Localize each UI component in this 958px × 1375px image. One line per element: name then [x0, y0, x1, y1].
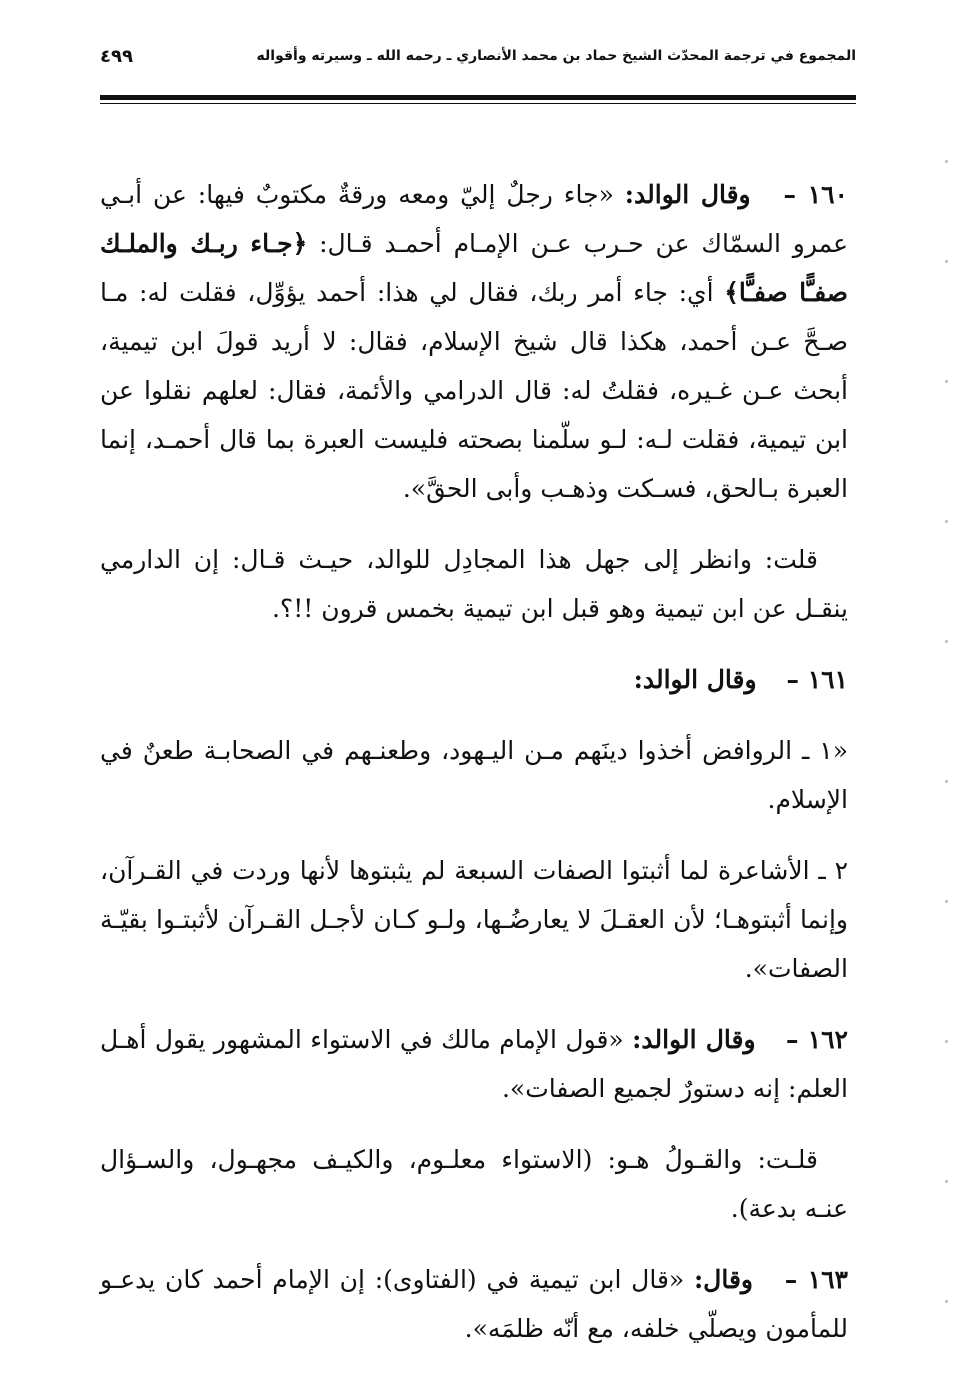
list-item-2: ٢ ـ الأشاعرة لما أثبتوا الصفات السبعة لم يثبتوها لأنها وردت في القـرآن، وإنما أثبتوهـا؛ لأن العقـلَ لا يعارضُـها، ولـو كـان لأجـل القـرآن لأثبتـوا بقيّـة الصفات».	[100, 856, 848, 983]
running-header	[100, 42, 856, 72]
entry-text: «جاء رجلٌ إليّ ومعه ورقةٌ مكتوبٌ فيها: عن أبـي عمرو السمّاك عن حـرب عـن الإمـام أحمـد قـال:	[100, 180, 848, 258]
page-number: ٤٩٩	[100, 46, 133, 67]
entry-lead: وقال:	[693, 1265, 753, 1294]
paragraph-163	[100, 1255, 848, 1353]
entry-text: «قال ابن تيمية في (الفتاوى): إن الإمام أحمد كان يدعـو للمأمون ويصلّي خلفه، مع أنّه ظلمَه».	[100, 1265, 848, 1343]
entry-text-continued: أي: جاء أمر ربك، فقال لي هذا: أحمد يؤوِّل، فقلت له: مـا صـحَّ عـن أحمد، هكذا قال شيخ الإسلام، فقال: لا أريد قولَ ابن تيمية، أبحث عـن غـيره، فقلتُ له: قال الدرامي والأئمة، فقال: لعلهم نقلوا عن ابن تيمية، فقلت لـه: لـو سلّمنا بصحته فليست العبرة بما قال أحمـد، إنما العبرة بـالحق، فسـكت وذهـب وأبى الحقَّ».	[100, 278, 848, 503]
entry-text: «قول الإمام مالك في الاستواء المشهور يقول أهـل العلم: إنه دستورٌ لجميع الصفات».	[100, 1025, 848, 1103]
header-rule-thin	[100, 103, 856, 104]
entry-number: ١٦٠ –	[783, 180, 848, 209]
paragraph-161	[100, 655, 848, 704]
header-title: المجموع في ترجمة المحدّث الشيخ حماد بن محمد الأنصاري ـ رحمه الله ـ وسيرته وأقواله	[256, 48, 856, 64]
entry-number: ١٦٢ –	[786, 1025, 848, 1054]
quran-quote: ﴿جـاء ربـك والملـك صفـًّا صفـًّا﴾	[100, 229, 848, 307]
entry-number: ١٦١ –	[786, 665, 848, 694]
page-body	[100, 170, 848, 1375]
entry-lead: وقال الوالد:	[632, 1025, 756, 1054]
note-paragraph: قلـت: والقـولُ هـو: (الاستواء معلـوم، والكيـف مجهـول، والسـؤال عنـه بدعة).	[100, 1145, 848, 1223]
note-paragraph: قلت: وانظر إلى جهل هذا المجادِل للوالد، حيـث قـال: إن الدارمي ينقـل عن ابن تيمية وهو قبل ابن تيمية بخمس قرون !!؟.	[100, 545, 848, 623]
paragraph-162	[100, 1015, 848, 1113]
header-rule-thick	[100, 95, 856, 100]
paragraph-160	[100, 170, 848, 513]
entry-lead: وقال الوالد:	[633, 665, 757, 694]
list-item-1: «١ ـ الروافض أخذوا دينَهم مـن اليـهود، وطعنـهم في الصحابـة طعنٌ في الإسلام.	[100, 736, 848, 814]
entry-number: ١٦٣ –	[784, 1265, 848, 1294]
margin-dots	[918, 0, 958, 1372]
entry-lead: وقال الوالد:	[624, 180, 751, 209]
